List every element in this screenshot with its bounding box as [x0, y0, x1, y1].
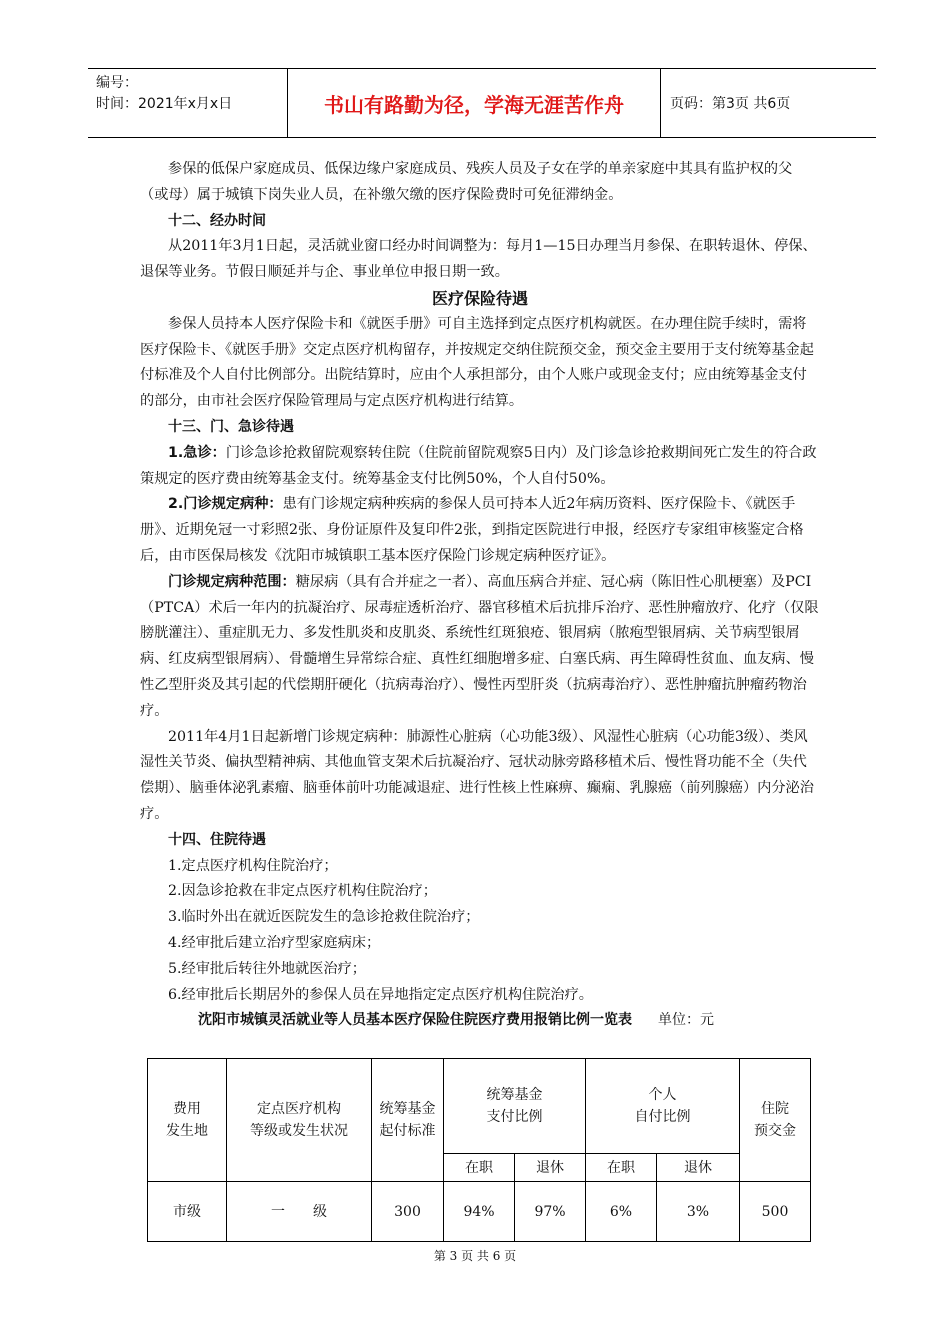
list-item: 1.定点医疗机构住院治疗；: [168, 857, 338, 874]
paragraph: 从2011年3月1日起，灵活就业窗口经办时间调整为：每月1—15日办理当月参保、在职转退休、停保、退保等业务。节假日顺延并与企、事业单位申报日期一致。: [140, 238, 817, 281]
header-cell: [444, 1059, 586, 1154]
inline-label: 1.急诊：: [168, 444, 226, 461]
table-unit: 单位：元: [658, 1012, 714, 1029]
page-header: [88, 68, 876, 138]
list-item: 4.经审批后建立治疗型家庭病床；: [168, 934, 381, 951]
table-cell: 3%: [657, 1182, 740, 1242]
header-text: 定点医疗机构: [257, 1101, 341, 1117]
paragraph: 2011年4月1日起新增门诊规定病种：肺源性心脏病（心功能3级）、风湿性心脏病（心功能3级）、类风湿性关节炎、偏执型精神病、其他血管支架术后抗凝治疗、冠状动脉旁路移植术后、慢性肾功能不全（失代偿期）、脑垂体泌乳素瘤、脑垂体前叶功能减退症、进行性核上性麻痹、癫痫、乳腺癌（前列腺癌）内分泌治疗。: [140, 728, 814, 822]
header-text: 个人: [648, 1087, 677, 1103]
table-cell: 一 级: [227, 1182, 372, 1242]
header-text: 起付标准: [379, 1123, 436, 1139]
header-page-number: 页码：第3页 共6页: [670, 96, 791, 112]
table-caption: [140, 1008, 820, 1034]
header-text: 预交金: [754, 1123, 796, 1139]
list-item: 3.临时外出在就近医院发生的急诊抢救住院治疗；: [168, 909, 480, 926]
header-text: 等级或发生状况: [250, 1123, 348, 1139]
table-row: [148, 1182, 811, 1242]
paragraph: [140, 441, 820, 493]
paragraph: [140, 492, 820, 569]
header-divider: [660, 69, 661, 137]
paragraph: 参保的低保户家庭成员、低保边缘户家庭成员、残疾人员及子女在学的单亲家庭中其具有监护权的父（或母）属于城镇下岗失业人员，在补缴欠缴的医疗保险费时可免征滞纳金。: [140, 161, 793, 203]
doc-number-label: 编号：: [96, 75, 138, 91]
subheader-cell: 在职: [444, 1154, 515, 1182]
reimbursement-table: [147, 1058, 811, 1242]
document-body: [140, 157, 820, 1034]
header-text: 自付比例: [634, 1109, 691, 1125]
paragraph-text: 门诊急诊抢救留院观察转住院（住院前留院观察5日内）及门诊急诊抢救期间死亡发生的符合政策规定的医疗费由统筹基金支付。统筹基金支付比例50%，个人自付50%。: [140, 444, 817, 487]
doc-time-label: 时间：2021年x月x日: [96, 96, 233, 112]
header-cell: [148, 1059, 227, 1182]
table-cell: 市级: [148, 1182, 227, 1242]
table-cell: 94%: [444, 1182, 515, 1242]
table-cell: 300: [372, 1182, 444, 1242]
paragraph: [140, 570, 820, 725]
header-text: 发生地: [166, 1123, 208, 1139]
section-heading: 十四、住院待遇: [168, 831, 266, 848]
header-cell: [740, 1059, 811, 1182]
header-motto: 书山有路勤为径，学海无涯苦作舟: [324, 92, 624, 117]
header-text: 住院: [761, 1101, 789, 1117]
inline-label: 门诊规定病种范围：: [168, 573, 296, 590]
table-title: 沈阳市城镇灵活就业等人员基本医疗保险住院医疗费用报销比例一览表: [198, 1012, 632, 1029]
section-heading: 十三、门、急诊待遇: [168, 418, 294, 435]
subheader-cell: 退休: [515, 1154, 586, 1182]
header-text: 支付比例: [486, 1109, 543, 1125]
subheader-cell: 在职: [586, 1154, 657, 1182]
table-cell: 97%: [515, 1182, 586, 1242]
page-footer: 第 3 页 共 6 页: [433, 1249, 517, 1263]
center-title: 医疗保险待遇: [431, 288, 528, 308]
header-text: 费用: [173, 1101, 201, 1117]
header-cell: [586, 1059, 740, 1154]
list-item: 5.经审批后转往外地就医治疗；: [168, 960, 366, 977]
list-item: 6.经审批后长期居外的参保人员在异地指定定点医疗机构住院治疗。: [168, 986, 593, 1003]
paragraph-text: 糖尿病（具有合并症之一者）、高血压病合并症、冠心病（陈旧性心肌梗塞）及PCI（PTCA）术后一年内的抗凝治疗、尿毒症透析治疗、器官移植术后抗排斥治疗、恶性肿瘤放疗、化疗（仅限膀胱灌注）、重症肌无力、多发性肌炎和皮肌炎、系统性红斑狼疮、银屑病（脓疱型银屑病、关节病型银屑病、红皮病型银屑病）、骨髓增生异常综合症、真性红细胞增多症、白塞氏病、再生障碍性贫血、血友病、慢性乙型肝炎及其引起的代偿期肝硬化（抗病毒治疗）、慢性丙型肝炎（抗病毒治疗）、恶性肿瘤抗肿瘤药物治疗。: [140, 573, 819, 719]
subheader-cell: 退休: [657, 1154, 740, 1182]
header-cell: [227, 1059, 372, 1182]
paragraph: 参保人员持本人医疗保险卡和《就医手册》可自主选择到定点医疗机构就医。在办理住院手续时，需将医疗保险卡、《就医手册》交定点医疗机构留存，并按规定交纳住院预交金，预交金主要用于支付统筹基金起付标准及个人自付比例部分。出院结算时，应由个人承担部分，由个人账户或现金支付；应由统筹基金支付的部分，由市社会医疗保险管理局与定点医疗机构进行结算。: [140, 315, 814, 410]
header-meta: [96, 73, 296, 115]
header-cell: [372, 1059, 444, 1182]
table-cell: 6%: [586, 1182, 657, 1242]
inline-label: 2.门诊规定病种：: [168, 496, 283, 513]
table-cell: 500: [740, 1182, 811, 1242]
list-item: 2.因急诊抢救在非定点医疗机构住院治疗；: [168, 883, 437, 900]
header-text: 统筹基金: [486, 1087, 543, 1103]
header-text: 统筹基金: [379, 1101, 436, 1117]
paragraph-text: 患有门诊规定病种疾病的参保人员可持本人近2年病历资料、医疗保险卡、《就医手册》、近期免冠一寸彩照2张、身份证原件及复印件2张，到指定医院进行申报，经医疗专家组审核鉴定合格后，由市医保局核发《沈阳市城镇职工基本医疗保险门诊规定病种医疗证》。: [140, 496, 804, 564]
section-heading: 十二、经办时间: [168, 212, 266, 229]
